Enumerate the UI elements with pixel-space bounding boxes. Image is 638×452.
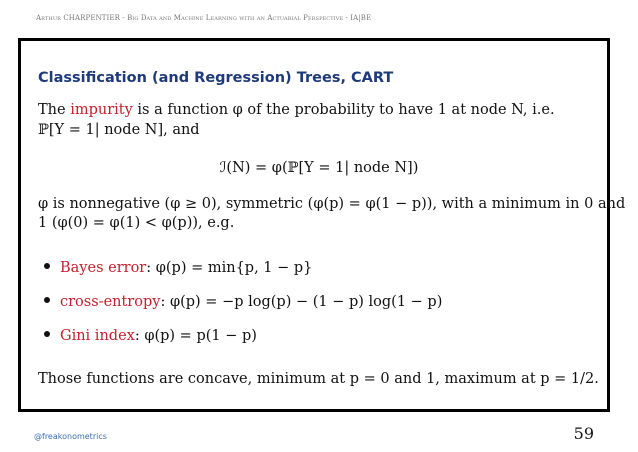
impurity-equation: ℐ(N) = φ(ℙ[Y = 1| node N]) [219, 160, 419, 176]
footer-handle: @freakonometrics [34, 432, 107, 441]
bullet-cross-entropy [44, 294, 442, 310]
bullet-dot-icon [44, 263, 50, 269]
para1-prefix: The [38, 102, 71, 118]
paragraph-1-line-1 [38, 102, 555, 118]
bullet-formula: : φ(p) = min{p, 1 − p} [146, 260, 313, 276]
impurity-term: impurity [70, 102, 133, 118]
bullet-term: Bayes error [60, 260, 147, 276]
bullet-term: cross-entropy [60, 294, 161, 310]
page-number: 59 [573, 424, 594, 443]
paragraph-2-line-1: φ is nonnegative (φ ≥ 0), symmetric (φ(p) = φ(1 − p)), with a minimum in 0 and [38, 196, 626, 212]
bullet-dot-icon [44, 331, 50, 337]
conclusion-text: Those functions are concave, minimum at p = 0 and 1, maximum at p = 1/2. [38, 371, 599, 387]
paragraph-2-line-2: 1 (φ(0) = φ(1) < φ(p)), e.g. [38, 215, 235, 231]
bullet-bayes-error [44, 260, 312, 276]
bullet-formula: : φ(p) = −p log(p) − (1 − p) log(1 − p) [160, 294, 443, 310]
bullet-term: Gini index [60, 328, 135, 344]
bullet-formula: : φ(p) = p(1 − p) [134, 328, 257, 344]
bullet-dot-icon [44, 297, 50, 303]
slide-header: Arthur CHARPENTIER - Big Data and Machine Learning with an Actuarial Perspective - IA|BE [36, 14, 372, 22]
para1-suffix: is a function φ of the probability to have 1 at node N, i.e. [132, 102, 555, 118]
bullet-gini-index [44, 328, 257, 344]
slide-title: Classification (and Regression) Trees, CART [38, 70, 394, 86]
paragraph-1-line-2: ℙ[Y = 1| node N], and [38, 122, 200, 138]
